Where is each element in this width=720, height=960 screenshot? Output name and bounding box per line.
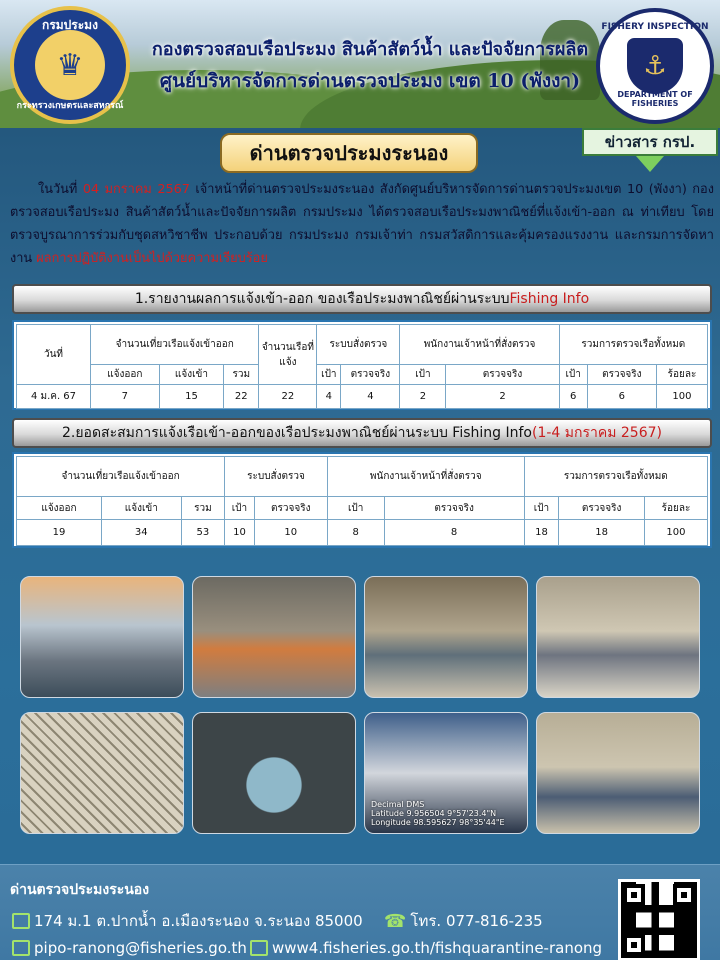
fishery-inspection-logo	[596, 8, 714, 124]
table-cell: 100	[656, 385, 707, 409]
gps-latitude: Latitude 9.956504 9°57'23.4"N	[371, 809, 497, 818]
arrow-down-icon	[636, 156, 664, 172]
col-header-total: รวมการตรวจเรือทั้งหมด	[524, 457, 707, 497]
col-header-officer: พนักงานเจ้าหน้าที่สั่งตรวจ	[327, 457, 524, 497]
sub-header-percent: ร้อยละ	[656, 365, 707, 385]
header-title-line1: กองตรวจสอบเรือประมง สินค้าสัตว์น้ำ และปัจจัยการผลิต	[151, 39, 589, 60]
table-cell: 2	[446, 385, 559, 409]
sub-header-target: เป้า	[317, 365, 341, 385]
gps-header: Decimal DMS	[371, 800, 425, 809]
table-cell: 10	[254, 519, 327, 545]
news-description	[10, 178, 714, 270]
col-header-date: วันที่	[17, 325, 91, 385]
sub-header-target: เป้า	[400, 365, 446, 385]
section1-title-highlight: Fishing Info	[509, 291, 590, 307]
header-banner	[0, 0, 720, 128]
section2-header	[12, 418, 712, 448]
section2-table-frame	[12, 452, 712, 548]
col-header-total: รวมการตรวจเรือทั้งหมด	[559, 325, 707, 365]
desc-result: ผลการปฏิบัติงานเป็นไปด้วยความเรียบร้อย	[36, 251, 268, 266]
footer-address-text: 174 ม.1 ต.ปากน้ำ อ.เมืองระนอง จ.ระนอง 85000	[34, 912, 363, 930]
sub-header-actual: ตรวจจริง	[446, 365, 559, 385]
qr-finder	[623, 934, 645, 956]
sub-header-actual: ตรวจจริง	[559, 497, 645, 519]
table-row	[17, 385, 708, 409]
photo-fish-hold	[192, 712, 356, 834]
table-cell: 4	[317, 385, 341, 409]
footer-phone	[384, 909, 543, 933]
table-cell: 6	[587, 385, 656, 409]
sub-header-actual: ตรวจจริง	[341, 365, 400, 385]
desc-date: 04 มกราคม 2567	[82, 182, 190, 197]
department-of-fisheries-logo	[10, 6, 130, 124]
col-header-officer: พนักงานเจ้าหน้าที่สั่งตรวจ	[400, 325, 559, 365]
sub-header-target: เป้า	[327, 497, 384, 519]
sub-header-sum: รวม	[224, 365, 259, 385]
sub-header-out: แจ้งออก	[91, 365, 160, 385]
qr-finder	[623, 884, 645, 906]
sub-header-sum: รวม	[181, 497, 225, 519]
table-cell: 34	[101, 519, 181, 545]
footer-website-text[interactable]: www4.fisheries.go.th/fishquarantine-ranong	[272, 939, 603, 957]
logo-text-bottom: DEPARTMENT OF FISHERIES	[617, 90, 693, 108]
desc-part1: ในวันที่	[38, 182, 83, 197]
table-cell: 2	[400, 385, 446, 409]
sub-header-actual: ตรวจจริง	[587, 365, 656, 385]
phone-icon: ☎	[384, 910, 407, 932]
col-header-trips: จำนวนเที่ยวเรือแจ้งเข้าออก	[91, 325, 259, 365]
table-cell: 18	[559, 519, 645, 545]
col-header-boats: จำนวนเรือที่แจ้ง	[259, 325, 317, 385]
footer-website[interactable]	[250, 939, 602, 957]
section2-table	[16, 456, 708, 546]
col-header-order-system: ระบบสั่งตรวจ	[317, 325, 400, 365]
section1-table	[16, 324, 708, 409]
col-header-trips: จำนวนเที่ยวเรือแจ้งเข้าออก	[17, 457, 225, 497]
header-title-line2: ศูนย์บริหารจัดการด่านตรวจประมง เขต 10 (พังงา)	[159, 70, 581, 92]
table-cell: 4 ม.ค. 67	[17, 385, 91, 409]
location-icon	[12, 913, 30, 929]
col-header-order-system: ระบบสั่งตรวจ	[225, 457, 328, 497]
sub-header-target: เป้า	[559, 365, 587, 385]
table-row	[17, 519, 708, 545]
photo-crew-check	[536, 712, 700, 834]
page-title: ด่านตรวจประมงระนอง	[220, 133, 478, 173]
table-cell: 22	[259, 385, 317, 409]
footer	[0, 864, 720, 960]
table-cell: 15	[159, 385, 224, 409]
footer-office-name: ด่านตรวจประมงระนอง	[10, 882, 150, 898]
table-cell: 4	[341, 385, 400, 409]
qr-code[interactable]	[618, 879, 700, 960]
table-cell: 18	[524, 519, 559, 545]
footer-address	[12, 909, 363, 933]
table-cell: 7	[91, 385, 160, 409]
photo-crew-lineup	[192, 576, 356, 698]
sub-header-target: เป้า	[225, 497, 255, 519]
qr-finder	[673, 884, 695, 906]
sub-header-actual: ตรวจจริง	[254, 497, 327, 519]
sub-header-percent: ร้อยละ	[644, 497, 707, 519]
sub-header-in: แจ้งเข้า	[159, 365, 224, 385]
sub-header-out: แจ้งออก	[17, 497, 102, 519]
sub-header-actual: ตรวจจริง	[384, 497, 524, 519]
photo-crew-inspection	[364, 576, 528, 698]
section1-table-frame	[12, 320, 712, 410]
section2-title-highlight: (1-4 มกราคม 2567)	[531, 425, 662, 441]
logo-text-top: FISHERY INSPECTION	[601, 22, 709, 32]
sub-header-in: แจ้งเข้า	[101, 497, 181, 519]
table-cell: 19	[17, 519, 102, 545]
news-badge: ข่าวสาร กรป.	[582, 128, 718, 156]
emblem-icon: ♛	[35, 30, 105, 100]
table-cell: 100	[644, 519, 707, 545]
table-cell: 53	[181, 519, 225, 545]
table-cell: 22	[224, 385, 259, 409]
table-cell: 8	[327, 519, 384, 545]
shield-icon: ⚓	[627, 38, 683, 94]
photo-officer-gps	[364, 712, 528, 834]
footer-email-text[interactable]: pipo-ranong@fisheries.go.th	[34, 939, 247, 957]
section1-title: 1.รายงานผลการแจ้งเข้า-ออก ของเรือประมงพาณิชย์ผ่านระบบ	[134, 291, 510, 307]
photo-fishing-net	[20, 712, 184, 834]
computer-icon	[250, 940, 268, 956]
footer-phone-text: โทร. 077-816-235	[410, 912, 543, 930]
table-cell: 10	[225, 519, 255, 545]
photo-fishing-boats	[20, 576, 184, 698]
section2-title: 2.ยอดสะสมการแจ้งเรือเข้า-ออกของเรือประมงพาณิชย์ผ่านระบบ Fishing Info	[62, 425, 532, 441]
desc-part2: เจ้าหน้าที่ด่านตรวจประมงระนอง สังกัดศูนย์บริหารจัดการด่านตรวจประมงเขต 10 (พังงา) กองตรวจสอบเรือประมง สินค้าสัตว์น้ำและปัจจัยการผลิต กรมประมง ได้ตรวจสอบเรือประมงพาณิชย์ที่แจ้งเข้า-ออก ณ ท่าเทียบ โดยตรวจบูรณาการร่วมกับชุดสหวิชาชีพ ประกอบด้วย กรมประมง กรมเจ้าท่า กรมสวัสดิการและคุ้มครองแรงงาน และกรมการจัดหางาน	[10, 182, 714, 266]
table-cell: 8	[384, 519, 524, 545]
logo-text-top: กรมประมง	[42, 18, 98, 32]
photo-officer-documents	[536, 576, 700, 698]
footer-email[interactable]	[12, 939, 247, 957]
sub-header-target: เป้า	[524, 497, 559, 519]
gps-longitude: Longitude 98.595627 98°35'44"E	[371, 818, 505, 827]
section1-header	[12, 284, 712, 314]
logo-text-bottom: กระทรวงเกษตรและสหกรณ์	[16, 101, 124, 111]
gps-readout	[371, 800, 521, 827]
table-cell: 6	[559, 385, 587, 409]
email-icon	[12, 940, 30, 956]
